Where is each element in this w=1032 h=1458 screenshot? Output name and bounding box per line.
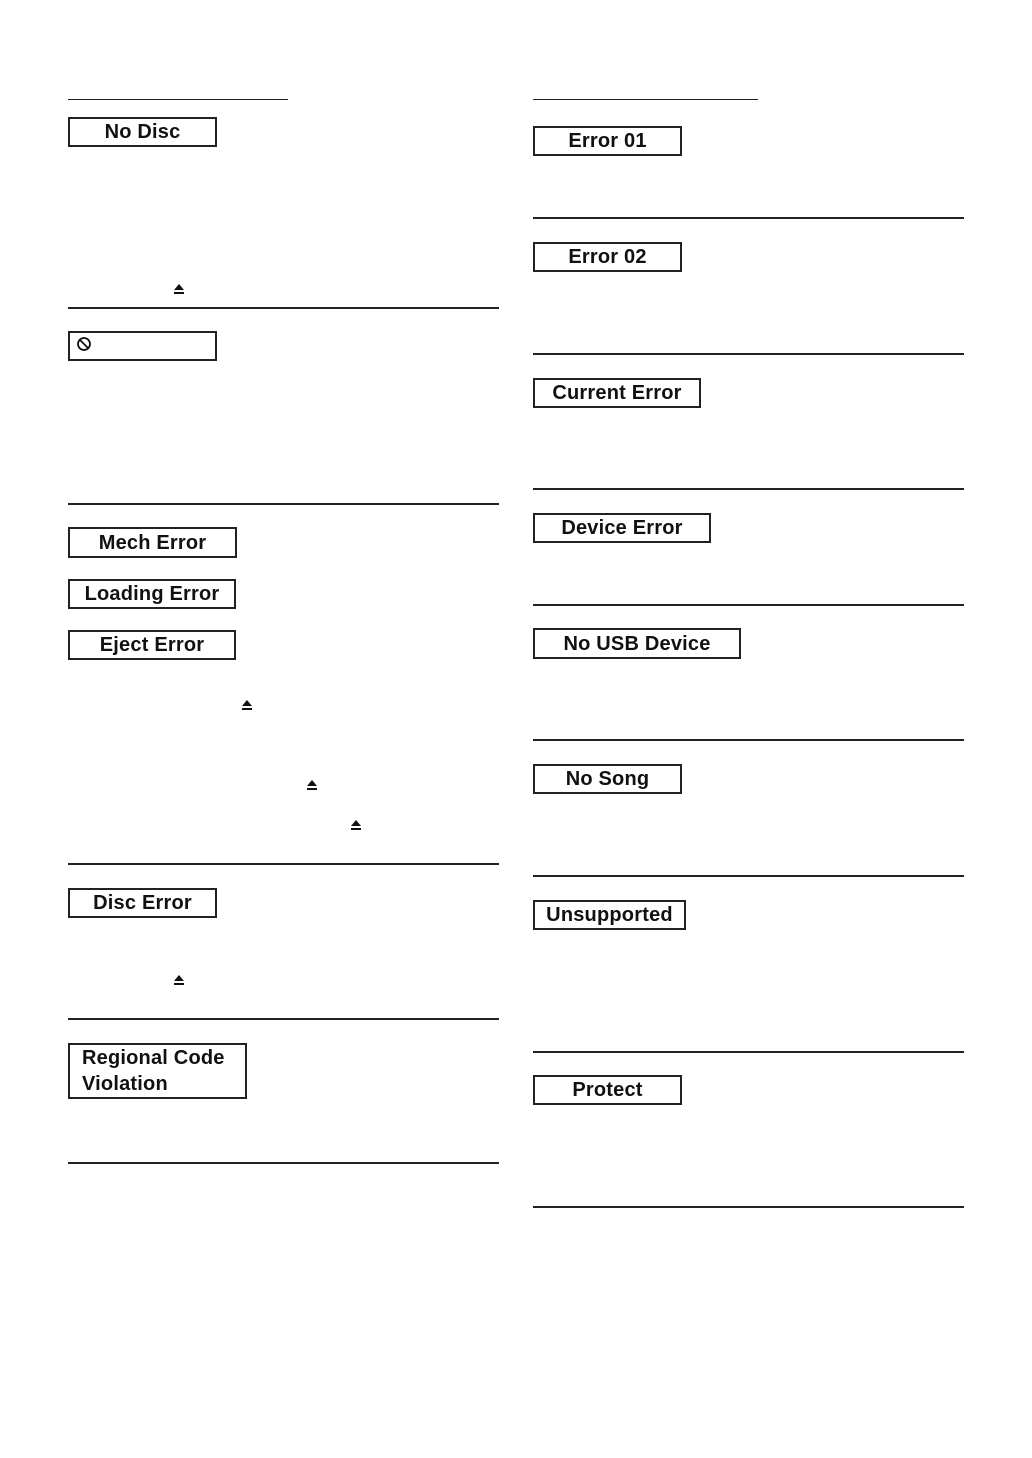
eject-icon xyxy=(350,819,362,831)
prohibited-label xyxy=(68,331,217,361)
error-02-label: Error 02 xyxy=(533,242,682,272)
disc-error-label: Disc Error xyxy=(68,888,217,918)
no-usb-device-label: No USB Device xyxy=(533,628,741,659)
eject-error-label: Eject Error xyxy=(68,630,236,660)
divider xyxy=(533,217,964,219)
no-song-label: No Song xyxy=(533,764,682,794)
regional-code-line1: Regional Code xyxy=(82,1047,225,1069)
eject-icon xyxy=(306,779,318,791)
divider xyxy=(68,863,499,865)
eject-icon xyxy=(241,699,253,711)
mech-error-label: Mech Error xyxy=(68,527,237,558)
divider xyxy=(68,503,499,505)
eject-icon xyxy=(173,974,185,986)
section-header-rule-right xyxy=(533,99,758,100)
regional-code-violation-label xyxy=(68,1043,247,1099)
loading-error-label: Loading Error xyxy=(68,579,236,609)
divider xyxy=(68,1162,499,1164)
divider xyxy=(533,1206,964,1208)
divider xyxy=(533,1051,964,1053)
divider xyxy=(533,604,964,606)
device-error-label: Device Error xyxy=(533,513,711,543)
divider xyxy=(68,307,499,309)
section-header-rule-left xyxy=(68,99,288,100)
divider xyxy=(533,875,964,877)
divider xyxy=(533,739,964,741)
current-error-label: Current Error xyxy=(533,378,701,408)
prohibited-icon xyxy=(76,333,92,359)
error-01-label: Error 01 xyxy=(533,126,682,156)
divider xyxy=(533,488,964,490)
regional-code-line2: Violation xyxy=(82,1073,168,1095)
no-disc-label: No Disc xyxy=(68,117,217,147)
protect-label: Protect xyxy=(533,1075,682,1105)
divider xyxy=(533,353,964,355)
eject-icon xyxy=(173,283,185,295)
unsupported-label: Unsupported xyxy=(533,900,686,930)
divider xyxy=(68,1018,499,1020)
